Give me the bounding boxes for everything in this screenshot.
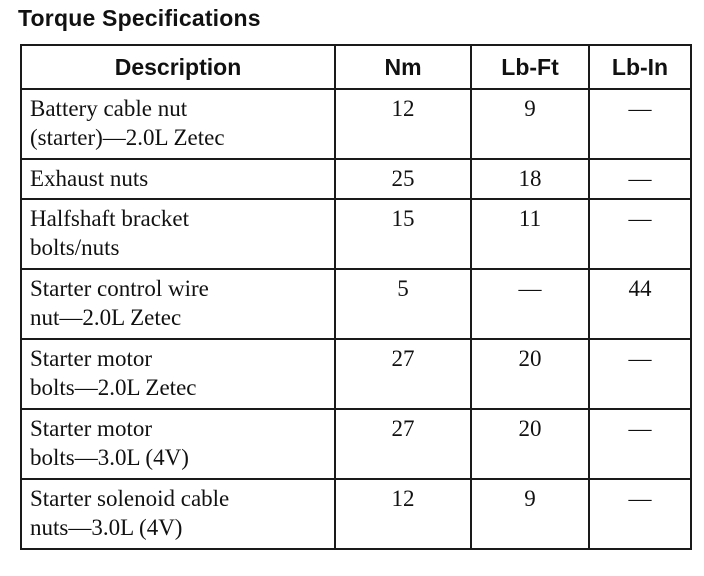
table-row — [21, 89, 691, 159]
lbin-cell: — — [589, 339, 691, 409]
table-row — [21, 409, 691, 479]
nm-cell: 12 — [335, 89, 471, 159]
lbft-cell: 11 — [471, 199, 589, 269]
table-row — [21, 479, 691, 549]
table-row — [21, 159, 691, 199]
nm-cell: 12 — [335, 479, 471, 549]
lbin-cell: — — [589, 479, 691, 549]
column-header-nm: Nm — [335, 45, 471, 89]
nm-cell: 27 — [335, 409, 471, 479]
lbin-cell: 44 — [589, 269, 691, 339]
table-row — [21, 339, 691, 409]
lbin-cell: — — [589, 199, 691, 269]
table-header-row — [21, 45, 691, 89]
column-header-description: Description — [21, 45, 335, 89]
page-title: Torque Specifications — [18, 5, 261, 31]
description-cell: Battery cable nut (starter)—2.0L Zetec — [21, 89, 335, 159]
nm-cell: 25 — [335, 159, 471, 199]
description-cell: Starter motor bolts—2.0L Zetec — [21, 339, 335, 409]
lbft-cell: 9 — [471, 479, 589, 549]
lbin-cell: — — [589, 159, 691, 199]
lbft-cell: 20 — [471, 409, 589, 479]
description-cell: Starter control wire nut—2.0L Zetec — [21, 269, 335, 339]
lbft-cell: — — [471, 269, 589, 339]
description-cell: Exhaust nuts — [21, 159, 335, 199]
table-row — [21, 269, 691, 339]
description-cell: Starter motor bolts—3.0L (4V) — [21, 409, 335, 479]
lbft-cell: 20 — [471, 339, 589, 409]
lbft-cell: 9 — [471, 89, 589, 159]
table-row — [21, 199, 691, 269]
description-cell: Starter solenoid cable nuts—3.0L (4V) — [21, 479, 335, 549]
torque-spec-table — [20, 44, 692, 550]
lbin-cell: — — [589, 89, 691, 159]
column-header-lbft: Lb-Ft — [471, 45, 589, 89]
nm-cell: 27 — [335, 339, 471, 409]
nm-cell: 5 — [335, 269, 471, 339]
lbin-cell: — — [589, 409, 691, 479]
lbft-cell: 18 — [471, 159, 589, 199]
description-cell: Halfshaft bracket bolts/nuts — [21, 199, 335, 269]
column-header-lbin: Lb-In — [589, 45, 691, 89]
nm-cell: 15 — [335, 199, 471, 269]
